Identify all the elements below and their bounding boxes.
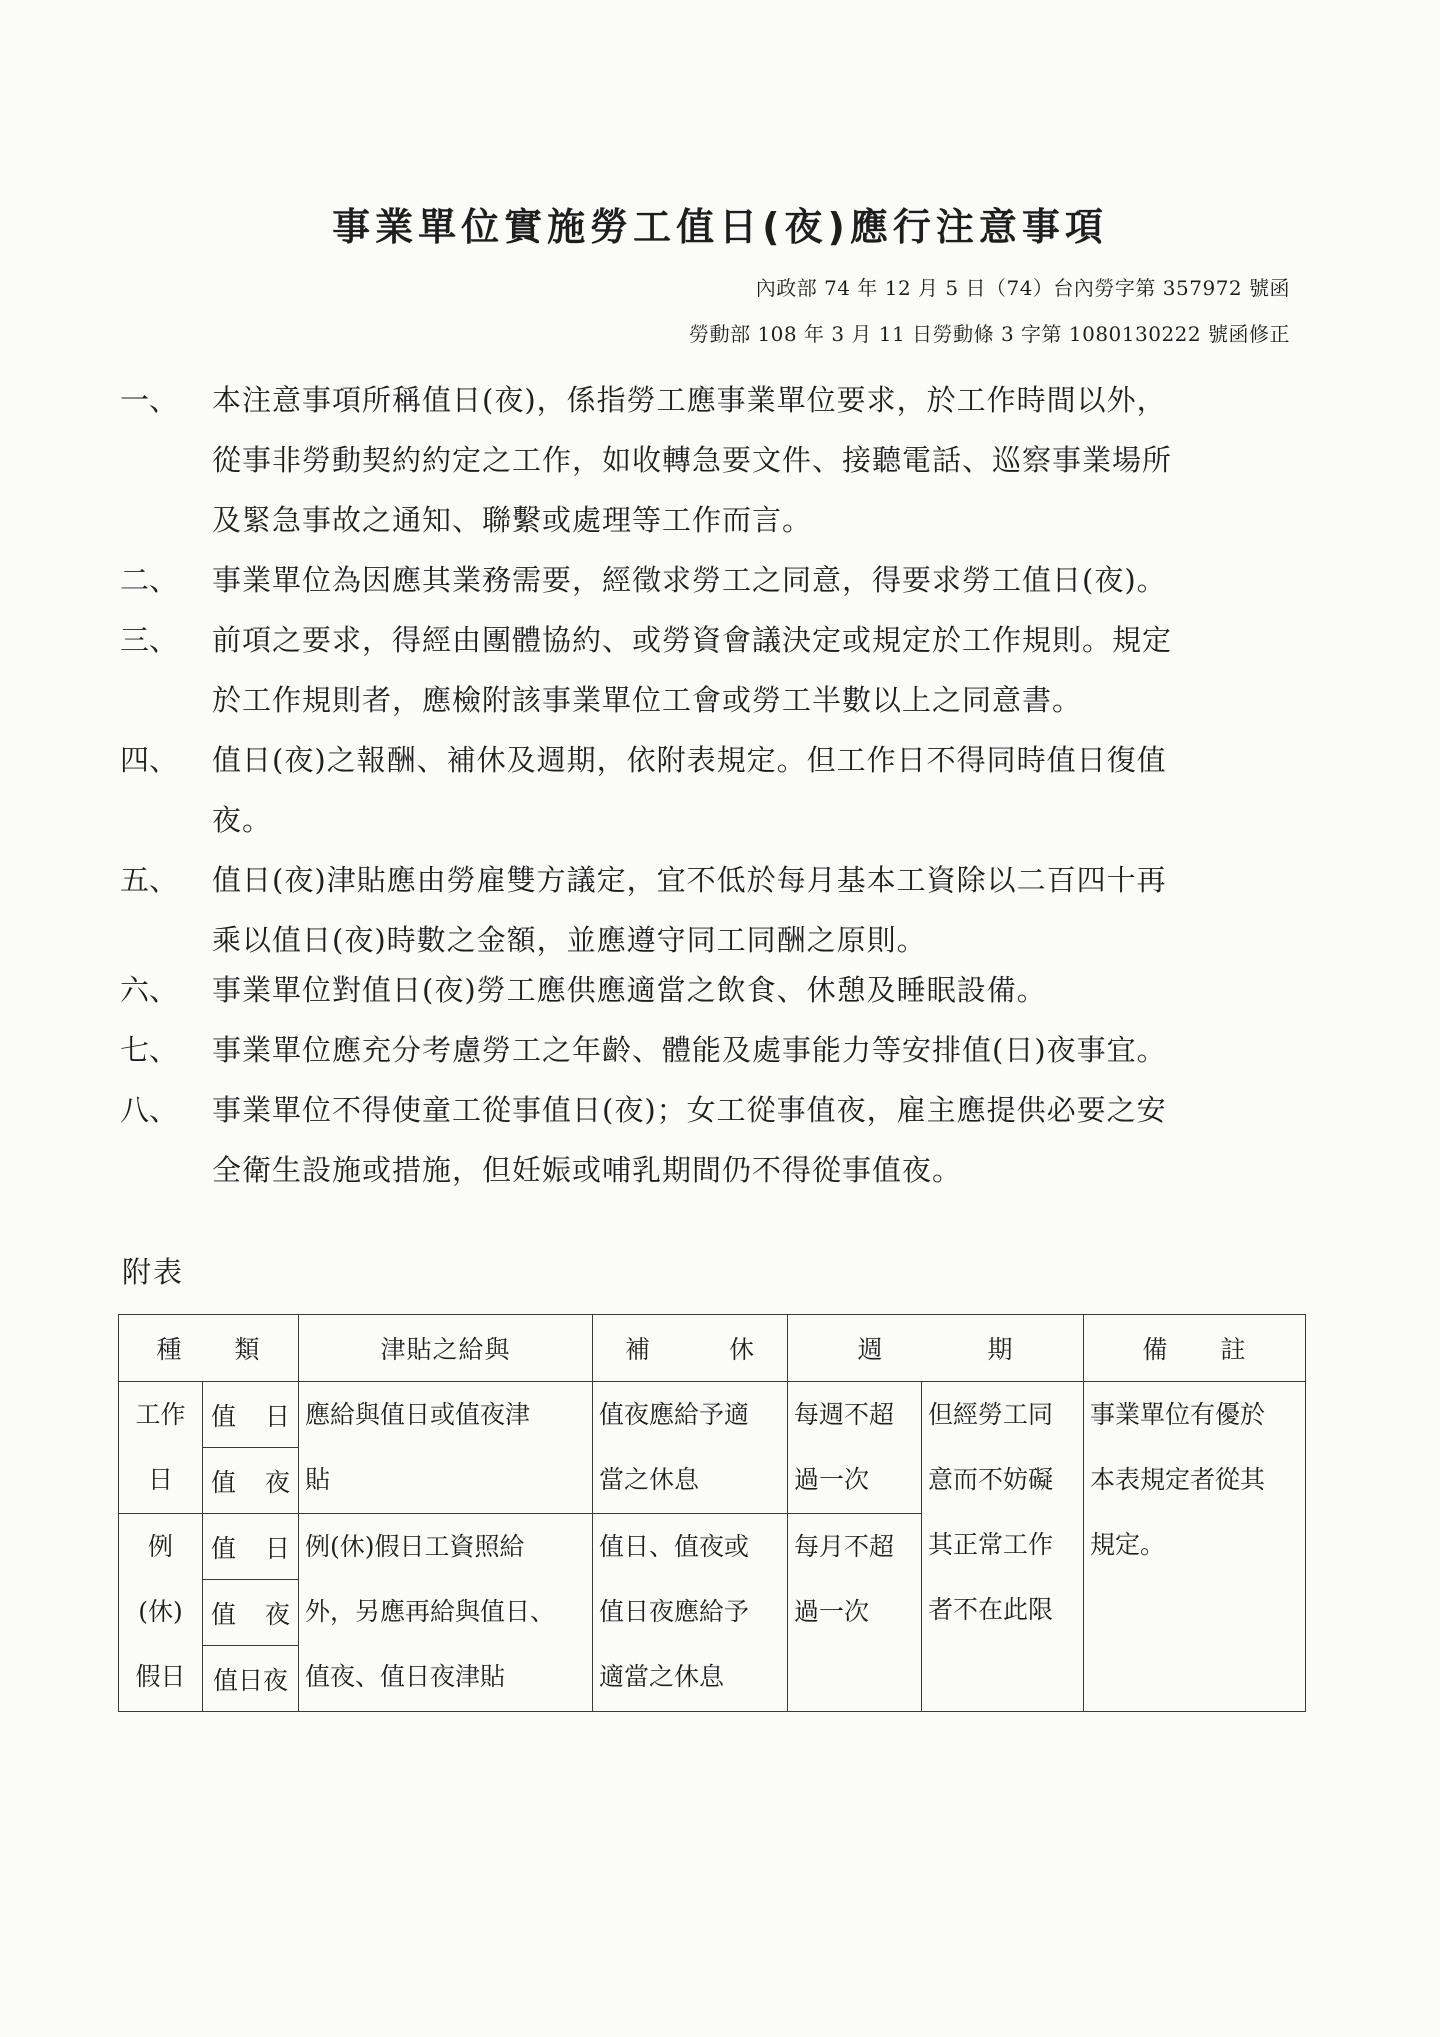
workday-compensatory-line: 當之休息	[599, 1465, 700, 1494]
item-number: 一、	[120, 383, 179, 417]
source-line-1: 內政部 74 年 12 月 5 日（74）台內勞字第 357972 號函	[755, 276, 1290, 300]
item-text-line: 事業單位對值日(夜)勞工應供應適當之飲食、休憩及睡眠設備。	[212, 973, 1047, 1007]
header-period: 週 期	[788, 1315, 1084, 1382]
period-note-cell	[922, 1382, 1084, 1712]
item-text-line: 及緊急事故之通知、聯繫或處理等工作而言。	[212, 503, 813, 537]
period-note-line: 其正常工作	[928, 1530, 1054, 1559]
workday-compensatory-cell	[593, 1382, 788, 1514]
table-row	[119, 1382, 1306, 1448]
holiday-period-cell	[788, 1514, 922, 1712]
workday-allowance-line: 應給與值日或值夜津	[305, 1400, 531, 1429]
holiday-compensatory-cell	[593, 1514, 788, 1712]
item-number: 七、	[120, 1033, 179, 1067]
item	[120, 1020, 1305, 1080]
item	[120, 730, 1305, 850]
workday-period-cell	[788, 1382, 922, 1514]
item	[120, 370, 1305, 550]
item-text-line: 事業單位為因應其業務需要，經徵求勞工之同意，得要求勞工值日(夜)。	[212, 563, 1167, 597]
holiday-compensatory-line: 值日夜應給予	[599, 1597, 750, 1626]
header-allowance: 津貼之給與	[299, 1315, 593, 1382]
workday-duty-day: 值 日	[203, 1382, 299, 1448]
item-text-line: 從事非勞動契約約定之工作，如收轉急要文件、接聽電話、巡察事業場所	[212, 443, 1173, 477]
item-number: 六、	[120, 973, 179, 1007]
workday-compensatory-line: 值夜應給予適	[599, 1400, 750, 1429]
appendix-table	[118, 1314, 1306, 1712]
remarks-line: 規定。	[1090, 1530, 1166, 1559]
holiday-allowance-line: 例(休)假日工資照給	[305, 1532, 525, 1561]
item-text-line: 事業單位應充分考慮勞工之年齡、體能及處事能力等安排值(日)夜事宜。	[212, 1033, 1167, 1067]
holiday-allowance-cell	[299, 1514, 593, 1712]
workday-allowance-cell	[299, 1382, 593, 1514]
header-category: 種 類	[119, 1315, 299, 1382]
item-text-line: 前項之要求，得經由團體協約、或勞資會議決定或規定於工作規則。規定	[212, 623, 1173, 657]
holiday-group-line: 例	[147, 1532, 173, 1561]
item-text-line: 乘以值日(夜)時數之金額，並應遵守同工同酬之原則。	[212, 923, 927, 957]
item-text-line: 值日(夜)之報酬、補休及週期，依附表規定。但工作日不得同時值日復值	[212, 743, 1167, 777]
item	[120, 610, 1305, 730]
item	[120, 1080, 1305, 1200]
item-text-line: 事業單位不得使童工從事值日(夜)；女工從事值夜，雇主應提供必要之安	[212, 1093, 1167, 1127]
holiday-allowance-line: 值夜、值日夜津貼	[305, 1662, 506, 1691]
source-line-2: 勞動部 108 年 3 月 11 日勞動條 3 字第 1080130222 號函修正	[689, 322, 1290, 346]
period-note-line: 意而不妨礙	[928, 1465, 1054, 1494]
holiday-duty-night: 值 夜	[203, 1580, 299, 1646]
workday-group-line: 工作	[135, 1400, 186, 1429]
remarks-line: 本表規定者從其	[1090, 1465, 1266, 1494]
item-text-line: 值日(夜)津貼應由勞雇雙方議定，宜不低於每月基本工資除以二百四十再	[212, 863, 1167, 897]
holiday-compensatory-line: 值日、值夜或	[599, 1532, 750, 1561]
item-number: 四、	[120, 743, 179, 777]
item-number: 二、	[120, 563, 179, 597]
workday-period-line: 每週不超	[794, 1400, 895, 1429]
holiday-period-line: 過一次	[794, 1597, 870, 1626]
workday-period-line: 過一次	[794, 1465, 870, 1494]
item-text-line: 夜。	[212, 803, 273, 837]
item-number: 三、	[120, 623, 179, 657]
item-number: 五、	[120, 863, 179, 897]
item	[120, 960, 1305, 1020]
holiday-duty-day: 值 日	[203, 1514, 299, 1580]
holiday-group-line: (休)	[138, 1597, 183, 1626]
holiday-period-line: 每月不超	[794, 1532, 895, 1561]
header-remarks: 備 註	[1084, 1315, 1306, 1382]
holiday-allowance-line: 外，另應再給與值日、	[305, 1597, 556, 1626]
item-number: 八、	[120, 1093, 179, 1127]
period-note-line: 者不在此限	[928, 1595, 1054, 1624]
header-compensatory: 補 休	[593, 1315, 788, 1382]
holiday-compensatory-line: 適當之休息	[599, 1662, 725, 1691]
item-text-line: 於工作規則者，應檢附該事業單位工會或勞工半數以上之同意書。	[212, 683, 1083, 717]
holiday-duty-day-night: 值日夜	[203, 1646, 299, 1712]
table-header-row	[119, 1315, 1306, 1382]
period-note-line: 但經勞工同	[928, 1400, 1054, 1429]
holiday-group-cell	[119, 1514, 203, 1712]
appendix-label: 附表	[122, 1255, 185, 1289]
item-text-line: 全衛生設施或措施，但妊娠或哺乳期間仍不得從事值夜。	[212, 1153, 963, 1187]
workday-allowance-line: 貼	[305, 1465, 331, 1494]
item	[120, 850, 1305, 970]
remarks-line: 事業單位有優於	[1090, 1400, 1266, 1429]
workday-group-cell	[119, 1382, 203, 1514]
item-text-line: 本注意事項所稱值日(夜)，係指勞工應事業單位要求，於工作時間以外，	[212, 383, 1167, 417]
workday-group-line: 日	[147, 1465, 173, 1494]
workday-duty-night: 值 夜	[203, 1448, 299, 1514]
holiday-group-line: 假日	[135, 1662, 186, 1691]
item	[120, 550, 1305, 610]
document-title: 事業單位實施勞工值日(夜)應行注意事項	[332, 205, 1108, 249]
remarks-cell	[1084, 1382, 1306, 1712]
